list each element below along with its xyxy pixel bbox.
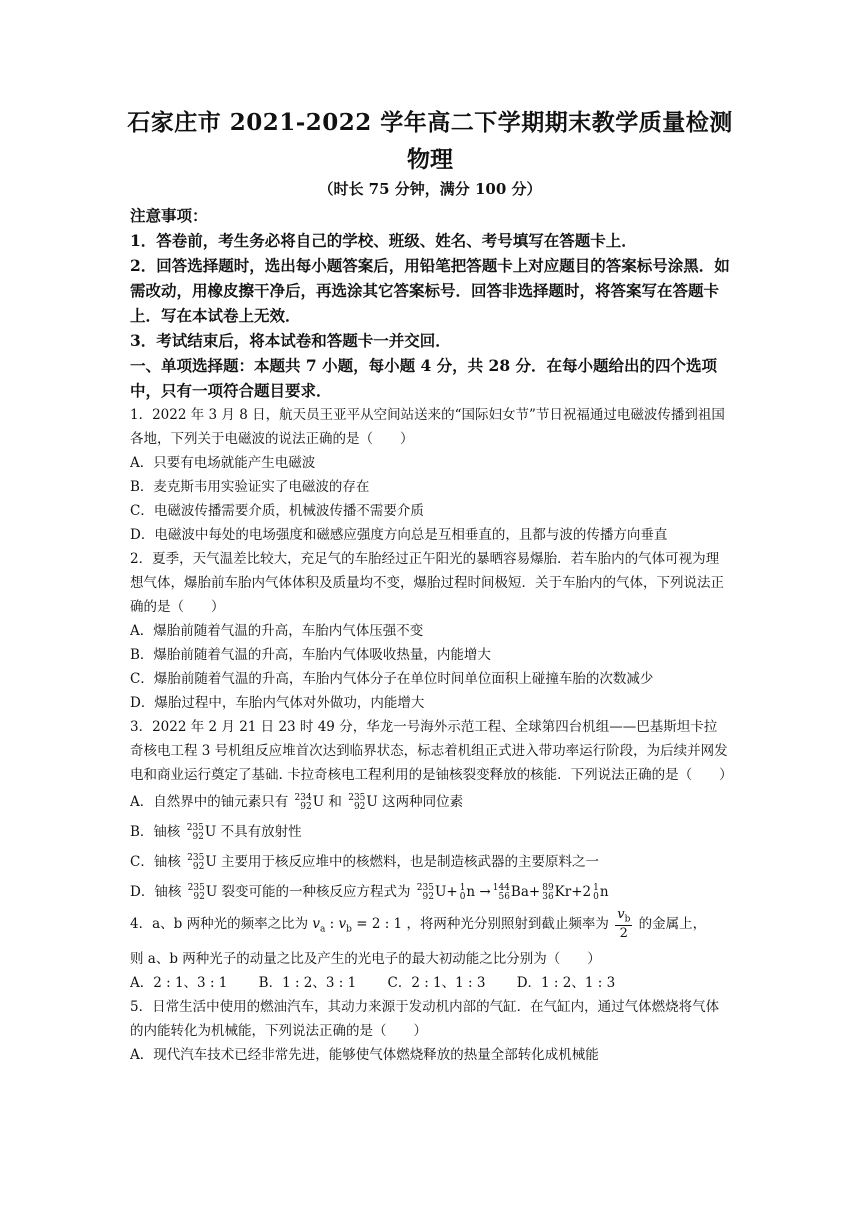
nuclide-u235-indices: 235 92 (187, 882, 205, 902)
q4-text-mid: ，将两种光分别照射到截止频率为 (406, 916, 609, 932)
nuclide-kr-symbol: Kr (554, 884, 572, 900)
q3b-text-pre: B．铀核 (130, 824, 181, 840)
exam-content (130, 203, 733, 1067)
q3d-text-mid: 裂变可能的一种核反应方程式为 (221, 884, 411, 900)
question-3-option-c (130, 847, 730, 877)
nuclide-ba-indices: 144 56 (492, 882, 510, 902)
coefficient-two: 2 (582, 884, 592, 900)
question-3-option-b (130, 817, 730, 847)
nuclide-kr-indices: 89 36 (542, 882, 554, 902)
question-5-option-a: A．现代汽车技术已经非常先进，能够使气体燃烧释放的热量全部转化成机械能 (130, 1046, 599, 1063)
question-1-stem: 1．2022 年 3 月 8 日，航天员王亚平从空间站送来的“国际妇女节”节日祝福通过电磁波传播到祖国各地，下列关于电磁波的说法正确的是（ ） (130, 407, 725, 447)
neutron-indices: 1 0 (593, 882, 599, 902)
q4-cutoff-fraction: $\frac{v_b}{2}$ (617, 907, 631, 942)
nuclide-u235-indices: 235 92 (416, 882, 434, 902)
plus-sign: + (528, 884, 541, 900)
q4-ratio-value: = 2 : 1 (351, 916, 403, 932)
q3a-text-mid: 和 (328, 794, 342, 810)
q3c-text-post: 主要用于核反应堆中的核燃料，也是制造核武器的主要原料之一 (221, 854, 600, 870)
question-5-stem: 5．日常生活中使用的燃油汽车，其动力来源于发动机内部的气缸．在气缸内，通过气体燃烧将气体的内能转化为机械能，下列说法正确的是（ ） (130, 998, 720, 1039)
nuclide-u235-symbol: U (366, 794, 378, 810)
plus-sign: + (571, 884, 583, 900)
nuclide-u235-symbol: U (205, 854, 217, 870)
question-1-option-c: C．电磁波传播需要介质，机械波传播不需要介质 (130, 503, 424, 519)
question-1-option-b: B．麦克斯韦用实验证实了电磁波的存在 (130, 479, 370, 495)
question-1-option-d: D．电磁波中每处的电场强度和磁感应强度方向总是互相垂直的，且都与波的传播方向垂直 (130, 527, 668, 543)
q3a-text-pre: A．自然界中的铀元素只有 (130, 794, 289, 810)
nuclide-u235-symbol: U (204, 824, 217, 840)
question-2-option-b: B．爆胎前随着气温的升高，车胎内气体吸收热量，内能增大 (130, 647, 491, 663)
nuclide-u234-symbol: U (312, 794, 325, 810)
nuclide-u235-indices: 235 92 (187, 852, 205, 872)
nuclide-ba-symbol: Ba (510, 884, 529, 900)
neutron-symbol: n (466, 884, 476, 900)
q4-ratio-vb: $v_b$ (338, 916, 352, 935)
q4-ratio-va: $v_a$ (312, 916, 326, 935)
nuclide-u235-indices: 235 92 (348, 792, 366, 812)
question-4-stem (130, 907, 730, 947)
notice-item-2: 2．回答选择题时，选出每小题答案后，用铅笔把答题卡上对应题目的答案标号涂黑．如需改动，用橡皮擦干净后，再选涂其它答案标号．回答非选择题时，将答案写在答题卡上．写在本试卷上无效． (130, 256, 730, 325)
q3a-text-post: 这两种同位素 (382, 794, 464, 810)
exam-title: 石家庄市 2021-2022 学年高二下学期期末教学质量检测 (127, 109, 733, 136)
nuclide-u234-indices: 234 92 (294, 792, 312, 812)
question-2-option-d: D．爆胎过程中，车胎内气体对外做功，内能增大 (130, 695, 425, 711)
question-4-line-2: 则 a、b 两种光子的动量之比及产生的光电子的最大初动能之比分别为（ ） (130, 950, 601, 967)
exam-duration: （时长 75 分钟，满分 100 分） (318, 180, 542, 198)
q4-text-post: 的金属上， (638, 916, 707, 932)
nuclide-u235-symbol: U (434, 884, 447, 900)
question-2-option-a: A．爆胎前随着气温的升高，车胎内气体压强不变 (130, 623, 424, 639)
nuclide-u235-indices: 235 92 (186, 822, 204, 842)
notice-item-1: 1．答卷前，考生务必将自己的学校、班级、姓名、考号填写在答题卡上． (130, 231, 637, 250)
q3c-text-pre: C．铀核 (130, 854, 181, 870)
question-3-option-d (130, 877, 730, 907)
question-2-option-c: C．爆胎前随着气温的升高，车胎内气体分子在单位时间单位面积上碰撞车胎的次数减少 (130, 671, 654, 687)
q3d-text-pre: D．铀核 (130, 884, 182, 900)
notice-heading: 注意事项： (130, 206, 208, 225)
question-2-stem: 2．夏季，天气温差比较大，充足气的车胎经过正午阳光的暴晒容易爆胎．若车胎内的气体可视为理想气体，爆胎前车胎内气体体积及质量均不变，爆胎过程时间极短．关于车胎内的气体，下列说法正确的是（ ） (130, 551, 724, 615)
neutron-indices: 1 0 (459, 882, 466, 902)
question-1-option-a: A．只要有电场就能产生电磁波 (130, 455, 316, 471)
q4-ratio-colon: : (325, 916, 339, 932)
section-1-heading: 一、单项选择题：本题共 7 小题，每小题 4 分，共 28 分．在每小题给出的四个选项中，只有一项符合题目要求． (130, 356, 718, 400)
notice-item-3: 3．考试结束后，将本试卷和答题卡一并交回． (130, 331, 451, 350)
exam-subject: 物理 (407, 146, 453, 173)
question-3-option-a (130, 787, 730, 817)
plus-sign: + (446, 884, 458, 900)
question-3-stem: 3．2022 年 2 月 21 日 23 时 49 分，华龙一号海外示范工程、全球第四台机组——巴基斯坦卡拉奇核电工程 3 号机组反应堆首次达到临界状态，标志着机组正式进入带功率运行阶段，为后续并网发电和商业运行奠定了基础. 卡拉奇核电工程利用的是铀核裂变释放的核能．下列说法正确的是（ ） (130, 719, 733, 783)
q4-text-pre: 4．a、b 两种光的频率之比为 (130, 916, 309, 932)
question-4-options: A．2 : 1、3 : 1 B．1 : 2、3 : 1 C．2 : 1、1 : 3 D．1 : 2、1 : 3 (130, 974, 616, 991)
nuclide-u235-symbol: U (205, 884, 218, 900)
q3b-text-post: 不具有放射性 (220, 824, 302, 840)
reaction-arrow: → (479, 884, 491, 900)
neutron-symbol: n (599, 884, 609, 900)
